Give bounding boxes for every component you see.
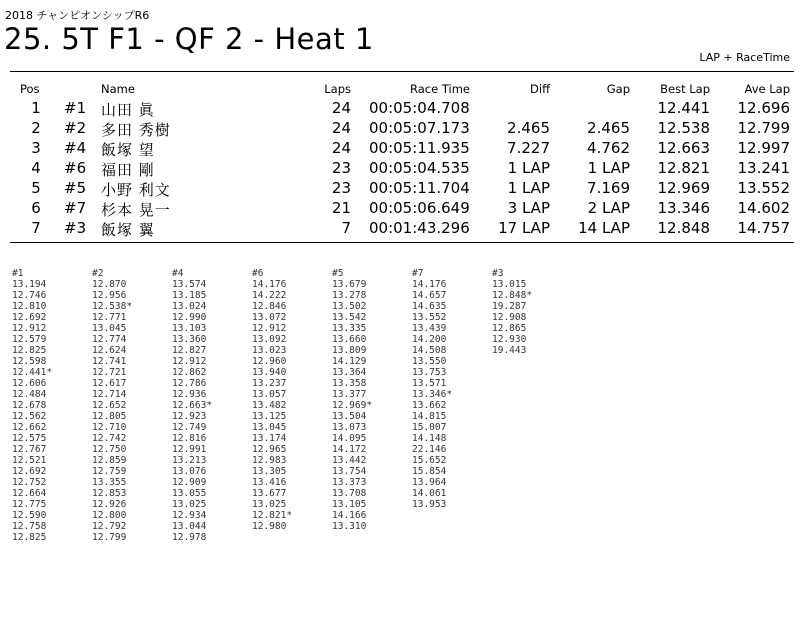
lap-time: 13.194 [12,279,47,290]
lap-time: 12.990 [172,312,207,323]
lap-time: 12.721 [92,367,127,378]
lap-time: 14.635 [412,301,447,312]
lap-time: 13.305 [252,466,287,477]
lap-time: 15.007 [412,422,447,433]
result-driver-name: 山田 眞 [101,101,155,119]
lap-column-car-number: #2 [92,268,104,279]
result-best-lap: 12.969 [657,179,710,197]
lap-time: 13.571 [412,378,447,389]
lap-time: 14.200 [412,334,447,345]
lap-time: 13.552 [412,312,447,323]
result-ave-lap: 13.241 [737,159,790,177]
lap-time: 13.574 [172,279,207,290]
lap-time: 15.652 [412,455,447,466]
result-car-number: #7 [64,199,87,217]
result-best-lap: 13.346 [657,199,710,217]
lap-time: 13.504 [332,411,367,422]
result-diff: 2.465 [507,119,550,137]
lap-column-car-number: #4 [172,268,184,279]
lap-time: 13.416 [252,477,287,488]
col-header-laps: Laps [324,82,351,96]
lap-time: 13.025 [252,499,287,510]
lap-time: 12.652 [92,400,127,411]
lap-time: 12.606 [12,378,47,389]
result-race-time: 00:01:43.296 [369,219,470,237]
result-best-lap: 12.663 [657,139,710,157]
lap-time: 13.708 [332,488,367,499]
result-best-lap: 12.538 [657,119,710,137]
lap-time: 13.940 [252,367,287,378]
col-header-pos: Pos [20,82,40,96]
result-gap: 1 LAP [587,159,630,177]
lap-column [332,268,372,532]
lap-time: 12.983 [252,455,287,466]
lap-time: 12.912 [12,323,47,334]
lap-time: 13.439 [412,323,447,334]
result-laps: 7 [341,219,351,237]
lap-time: 14.172 [332,444,367,455]
result-laps: 21 [331,199,351,217]
lap-time: 13.045 [252,422,287,433]
lap-column-car-number: #6 [252,268,264,279]
result-gap: 7.169 [587,179,630,197]
result-diff: 17 LAP [498,219,550,237]
lap-time: 14.148 [412,433,447,444]
col-header-diff: Diff [530,82,550,96]
lap-time: 13.346* [412,389,453,400]
result-gap: 14 LAP [578,219,630,237]
result-row [0,179,800,199]
lap-time: 12.786 [172,378,207,389]
lap-time: 13.025 [172,499,207,510]
result-best-lap: 12.848 [657,219,710,237]
result-driver-name: 杉本 晃一 [101,201,171,219]
result-race-time: 00:05:06.649 [369,199,470,217]
lap-column [12,268,52,543]
lap-time: 12.926 [92,499,127,510]
lap-time: 12.750 [92,444,127,455]
lap-time: 12.930 [492,334,527,345]
result-row [0,199,800,219]
header-divider [10,71,794,72]
lap-time: 12.810 [12,301,47,312]
result-pos: 7 [31,219,41,237]
lap-time: 14.508 [412,345,447,356]
result-laps: 23 [331,179,351,197]
lap-time: 12.821* [252,510,293,521]
result-best-lap: 12.441 [657,99,710,117]
lap-time: 13.174 [252,433,287,444]
lap-time: 12.617 [92,378,127,389]
lap-time: 13.310 [332,521,367,532]
lap-time: 12.865 [492,323,527,334]
result-car-number: #1 [64,99,87,117]
result-ave-lap: 14.757 [737,219,790,237]
lap-column [92,268,132,543]
result-driver-name: 多田 秀樹 [101,121,171,139]
lap-time: 12.846 [252,301,287,312]
result-pos: 3 [31,139,41,157]
page-title: 25. 5T F1 - QF 2 - Heat 1 [4,22,374,56]
result-race-time: 00:05:11.704 [369,179,470,197]
result-laps: 24 [331,99,351,117]
lap-time: 13.360 [172,334,207,345]
lap-time: 13.125 [252,411,287,422]
lap-time: 12.775 [12,499,47,510]
lap-time: 12.714 [92,389,127,400]
lap-time: 12.978 [172,532,207,543]
lap-time: 12.960 [252,356,287,367]
lap-time: 13.213 [172,455,207,466]
result-pos: 1 [31,99,41,117]
lap-time: 12.923 [172,411,207,422]
result-car-number: #5 [64,179,87,197]
lap-time: 12.579 [12,334,47,345]
lap-time: 12.965 [252,444,287,455]
result-row [0,219,800,239]
lap-time: 12.742 [92,433,127,444]
lap-time: 12.799 [92,532,127,543]
col-header-ave-lap: Ave Lap [744,82,790,96]
lap-time: 12.662 [12,422,47,433]
lap-column [412,268,452,510]
results-header-row [0,82,800,99]
lap-time: 12.521 [12,455,47,466]
lap-time: 13.335 [332,323,367,334]
result-ave-lap: 12.997 [737,139,790,157]
result-race-time: 00:05:11.935 [369,139,470,157]
lap-time: 12.598 [12,356,47,367]
lap-time: 12.575 [12,433,47,444]
result-ave-lap: 12.696 [737,99,790,117]
lap-time: 14.061 [412,488,447,499]
lap-time: 13.482 [252,400,287,411]
result-car-number: #6 [64,159,87,177]
lap-time: 12.969* [332,400,373,411]
lap-time: 13.023 [252,345,287,356]
lap-time: 14.129 [332,356,367,367]
lap-column [252,268,292,532]
lap-time: 13.377 [332,389,367,400]
lap-time: 13.237 [252,378,287,389]
lap-time: 12.759 [92,466,127,477]
lap-time: 13.072 [252,312,287,323]
lap-time: 12.441* [12,367,53,378]
result-ave-lap: 13.552 [737,179,790,197]
result-row [0,99,800,119]
lap-time: 13.542 [332,312,367,323]
lap-time: 12.825 [12,345,47,356]
lap-time: 12.805 [92,411,127,422]
lap-time: 12.678 [12,400,47,411]
lap-time: 12.848* [492,290,533,301]
lap-time: 13.057 [252,389,287,400]
series-name: 2018 チャンピオンシップR6 [5,9,150,22]
result-driver-name: 飯塚 翼 [101,221,155,239]
lap-time: 13.045 [92,323,127,334]
lap-time: 19.443 [492,345,527,356]
lap-time: 12.663* [172,400,213,411]
result-race-time: 00:05:07.173 [369,119,470,137]
lap-time: 13.753 [412,367,447,378]
lap-time: 13.044 [172,521,207,532]
lap-time: 13.185 [172,290,207,301]
lap-time: 12.853 [92,488,127,499]
result-gap: 2.465 [587,119,630,137]
lap-column-car-number: #5 [332,268,344,279]
lap-time: 14.657 [412,290,447,301]
result-diff: 7.227 [507,139,550,157]
lap-time: 13.550 [412,356,447,367]
lap-time: 12.692 [12,312,47,323]
lap-time: 12.870 [92,279,127,290]
lap-time: 12.991 [172,444,207,455]
lap-column [492,268,532,356]
lap-time: 14.176 [252,279,287,290]
result-laps: 24 [331,139,351,157]
result-row [0,119,800,139]
result-car-number: #2 [64,119,87,137]
result-gap: 2 LAP [587,199,630,217]
result-car-number: #4 [64,139,87,157]
lap-time: 12.746 [12,290,47,301]
lap-time: 13.073 [332,422,367,433]
lap-time: 13.364 [332,367,367,378]
lap-time: 13.754 [332,466,367,477]
result-driver-name: 小野 利文 [101,181,171,199]
col-header-name: Name [101,82,135,96]
lap-time: 12.692 [12,466,47,477]
lap-time: 12.767 [12,444,47,455]
lap-time: 12.624 [92,345,127,356]
lap-time: 13.677 [252,488,287,499]
result-pos: 4 [31,159,41,177]
lap-time: 12.749 [172,422,207,433]
result-gap: 4.762 [587,139,630,157]
lap-time: 14.166 [332,510,367,521]
lap-time: 12.827 [172,345,207,356]
lap-time: 13.442 [332,455,367,466]
result-pos: 6 [31,199,41,217]
result-row [0,139,800,159]
lap-time: 13.278 [332,290,367,301]
lap-time: 12.956 [92,290,127,301]
lap-time: 12.741 [92,356,127,367]
lap-time: 12.908 [492,312,527,323]
lap-time: 14.176 [412,279,447,290]
result-diff: 3 LAP [507,199,550,217]
col-header-gap: Gap [606,82,630,96]
lap-time: 14.222 [252,290,287,301]
lap-time: 13.373 [332,477,367,488]
lap-time: 13.502 [332,301,367,312]
lap-time: 12.774 [92,334,127,345]
result-race-time: 00:05:04.535 [369,159,470,177]
lap-time: 13.055 [172,488,207,499]
lap-time: 12.936 [172,389,207,400]
lap-time: 13.953 [412,499,447,510]
lap-time: 12.710 [92,422,127,433]
result-best-lap: 12.821 [657,159,710,177]
result-pos: 5 [31,179,41,197]
lap-time: 13.355 [92,477,127,488]
lap-time: 13.015 [492,279,527,290]
lap-time: 12.562 [12,411,47,422]
lap-time: 13.105 [332,499,367,510]
lap-time: 12.912 [252,323,287,334]
lap-column-car-number: #1 [12,268,24,279]
lap-time: 13.660 [332,334,367,345]
lap-time: 13.103 [172,323,207,334]
lap-time: 12.825 [12,532,47,543]
result-ave-lap: 14.602 [737,199,790,217]
lap-time: 13.358 [332,378,367,389]
col-header-race-time: Race Time [410,82,470,96]
lap-time: 13.076 [172,466,207,477]
lap-time: 14.815 [412,411,447,422]
result-diff: 1 LAP [507,159,550,177]
lap-time: 13.092 [252,334,287,345]
lap-time: 12.664 [12,488,47,499]
result-ave-lap: 12.799 [737,119,790,137]
lap-time: 12.752 [12,477,47,488]
lap-time: 15.854 [412,466,447,477]
lap-time: 22.146 [412,444,447,455]
lap-time: 13.024 [172,301,207,312]
result-row [0,159,800,179]
lap-column-car-number: #7 [412,268,424,279]
lap-time: 12.980 [252,521,287,532]
results-divider [10,242,794,243]
lap-time: 12.934 [172,510,207,521]
lap-time: 12.909 [172,477,207,488]
lap-time: 14.095 [332,433,367,444]
result-diff: 1 LAP [507,179,550,197]
lap-time: 12.484 [12,389,47,400]
result-race-time: 00:05:04.708 [369,99,470,117]
lap-time: 13.679 [332,279,367,290]
lap-time: 12.590 [12,510,47,521]
lap-time: 13.964 [412,477,447,488]
lap-column-car-number: #3 [492,268,504,279]
result-laps: 24 [331,119,351,137]
lap-time: 19.287 [492,301,527,312]
result-pos: 2 [31,119,41,137]
lap-column [172,268,212,543]
lap-time: 12.862 [172,367,207,378]
lap-time: 12.859 [92,455,127,466]
lap-time: 12.800 [92,510,127,521]
lap-time: 13.662 [412,400,447,411]
lap-time: 12.816 [172,433,207,444]
lap-time: 12.538* [92,301,133,312]
lap-time: 12.758 [12,521,47,532]
col-header-best-lap: Best Lap [660,82,710,96]
lap-time: 12.792 [92,521,127,532]
result-laps: 23 [331,159,351,177]
lap-time: 13.809 [332,345,367,356]
report-type: LAP + RaceTime [699,51,790,64]
results-table [0,82,800,239]
result-driver-name: 福田 剛 [101,161,155,179]
result-driver-name: 飯塚 望 [101,141,155,159]
lap-time: 12.912 [172,356,207,367]
result-car-number: #3 [64,219,87,237]
lap-time: 12.771 [92,312,127,323]
